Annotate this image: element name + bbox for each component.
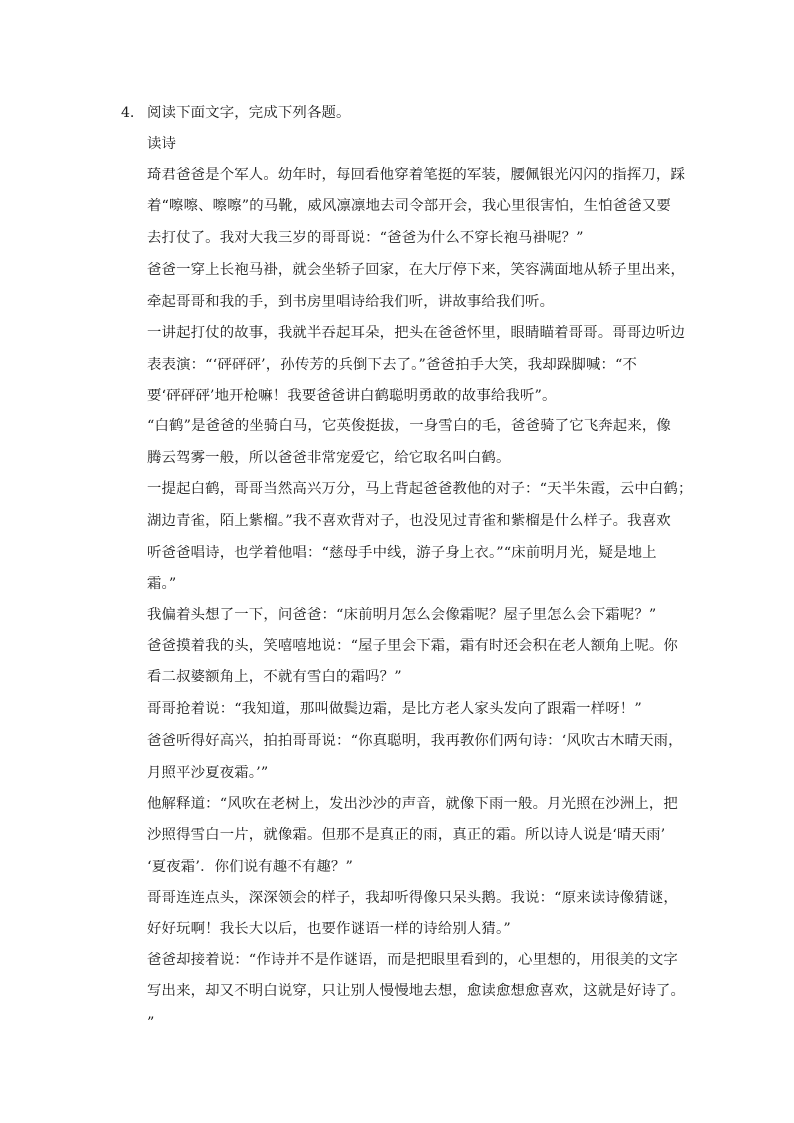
passage-line: 表表演：“‘砰砰砰’，孙传芳的兵倒下去了。”爸爸拍手大笑，我却跺脚喊：“不 xyxy=(147,357,638,373)
passage-line: 琦君爸爸是个军人。幼年时，每回看他穿着笔挺的军装，腰佩银光闪闪的指挥刀，踩 xyxy=(147,167,686,183)
passage-line: 我偏着头想了一下，问爸爸：“床前明月怎么会像霜呢？屋子里怎么会下霜呢？” xyxy=(147,607,657,623)
passage-line: 爸爸听得好高兴，拍拍哥哥说：“你真聪明，我再教你们两句诗：‘风吹古木晴天雨， xyxy=(147,733,683,749)
question-prompt: 阅读下面文字，完成下列各题。 xyxy=(147,105,351,121)
passage-line: 要‘砰砰砰’地开枪嘛！我要爸爸讲白鹤聪明勇敢的故事给我听”。 xyxy=(147,388,557,404)
passage-line: 霜。” xyxy=(147,576,177,592)
passage-line: 听爸爸唱诗，也学着他唱：“慈母手中线，游子身上衣。”“床前明月光，疑是地上 xyxy=(147,545,657,561)
passage-line: ‘夏夜霜’．你们说有趣不有趣？” xyxy=(147,859,353,875)
passage-line: 哥哥抢着说：“我知道，那叫做鬓边霜，是比方老人家头发向了跟霜一样呀！” xyxy=(147,701,642,717)
passage-line: 一讲起打仗的故事，我就半吞起耳朵，把头在爸爸怀里，眼睛瞄着哥哥。哥哥边听边 xyxy=(147,325,686,341)
passage-line: 湖边青雀，陌上紫榴。”我不喜欢背对子，也没见过青雀和紫榴是什么样子。我喜欢 xyxy=(147,513,671,529)
passage-line: 好好玩啊！我长大以后，也要作谜语一样的诗给别人猜。” xyxy=(147,921,511,937)
passage-line: 爸爸摸着我的头，笑嘻嘻地说：“屋子里会下霜，霜有时还会积在老人额角上呢。你 xyxy=(147,638,678,654)
passage-line: 沙照得雪白一片，就像霜。但那不是真正的雨，真正的霜。所以诗人说是‘晴天雨’ xyxy=(147,827,666,843)
passage-line: 去打仗了。我对大我三岁的哥哥说：“爸爸为什么不穿长袍马褂呢？” xyxy=(147,230,584,246)
passage-line: 腾云驾雾一般，所以爸爸非常宠爱它，给它取名叫白鹤。 xyxy=(147,450,511,466)
passage-title: 读诗 xyxy=(147,136,177,152)
question-number: 4. xyxy=(121,105,135,121)
passage-line: “白鹤”是爸爸的坐骑白马，它英俊挺拔，一身雪白的毛，爸爸骑了它飞奔起来，像 xyxy=(147,418,671,434)
passage-line: 一提起白鹤，哥哥当然高兴万分，马上背起爸爸教他的对子：“天半朱霞，云中白鹤； xyxy=(147,481,693,497)
passage-line: 哥哥连连点头，深深领会的样子，我却听得像只呆头鹅。我说：“原来读诗像猜谜， xyxy=(147,890,678,906)
passage-line: 看二叔婆额角上，不就有雪白的霜吗？” xyxy=(147,669,402,685)
passage-line: 爸爸一穿上长袍马褂，就会坐轿子回家，在大厅停下来，笑容满面地从轿子里出来， xyxy=(147,262,686,278)
passage-line: 着“嚓嚓、嚓嚓”的马靴，威风凛凛地去司令部开会，我心里很害怕，生怕爸爸又要 xyxy=(147,198,671,214)
passage-line: 爸爸却接着说：“作诗并不是作谜语，而是把眼里看到的，心里想的，用很美的文字 xyxy=(147,952,678,968)
passage-line: 月照平沙夏夜霜。’” xyxy=(147,765,269,781)
passage-line: ” xyxy=(147,1015,155,1031)
passage-line: 他解释道：“风吹在老树上，发出沙沙的声音，就像下雨一般。月光照在沙洲上，把 xyxy=(147,796,678,812)
passage-line: 牵起哥哥和我的手，到书房里唱诗给我们听，讲故事给我们听。 xyxy=(147,294,555,310)
passage-line: 写出来，却又不明白说穿，只让别人慢慢地去想，愈读愈想愈喜欢，这就是好诗了。 xyxy=(147,983,686,999)
